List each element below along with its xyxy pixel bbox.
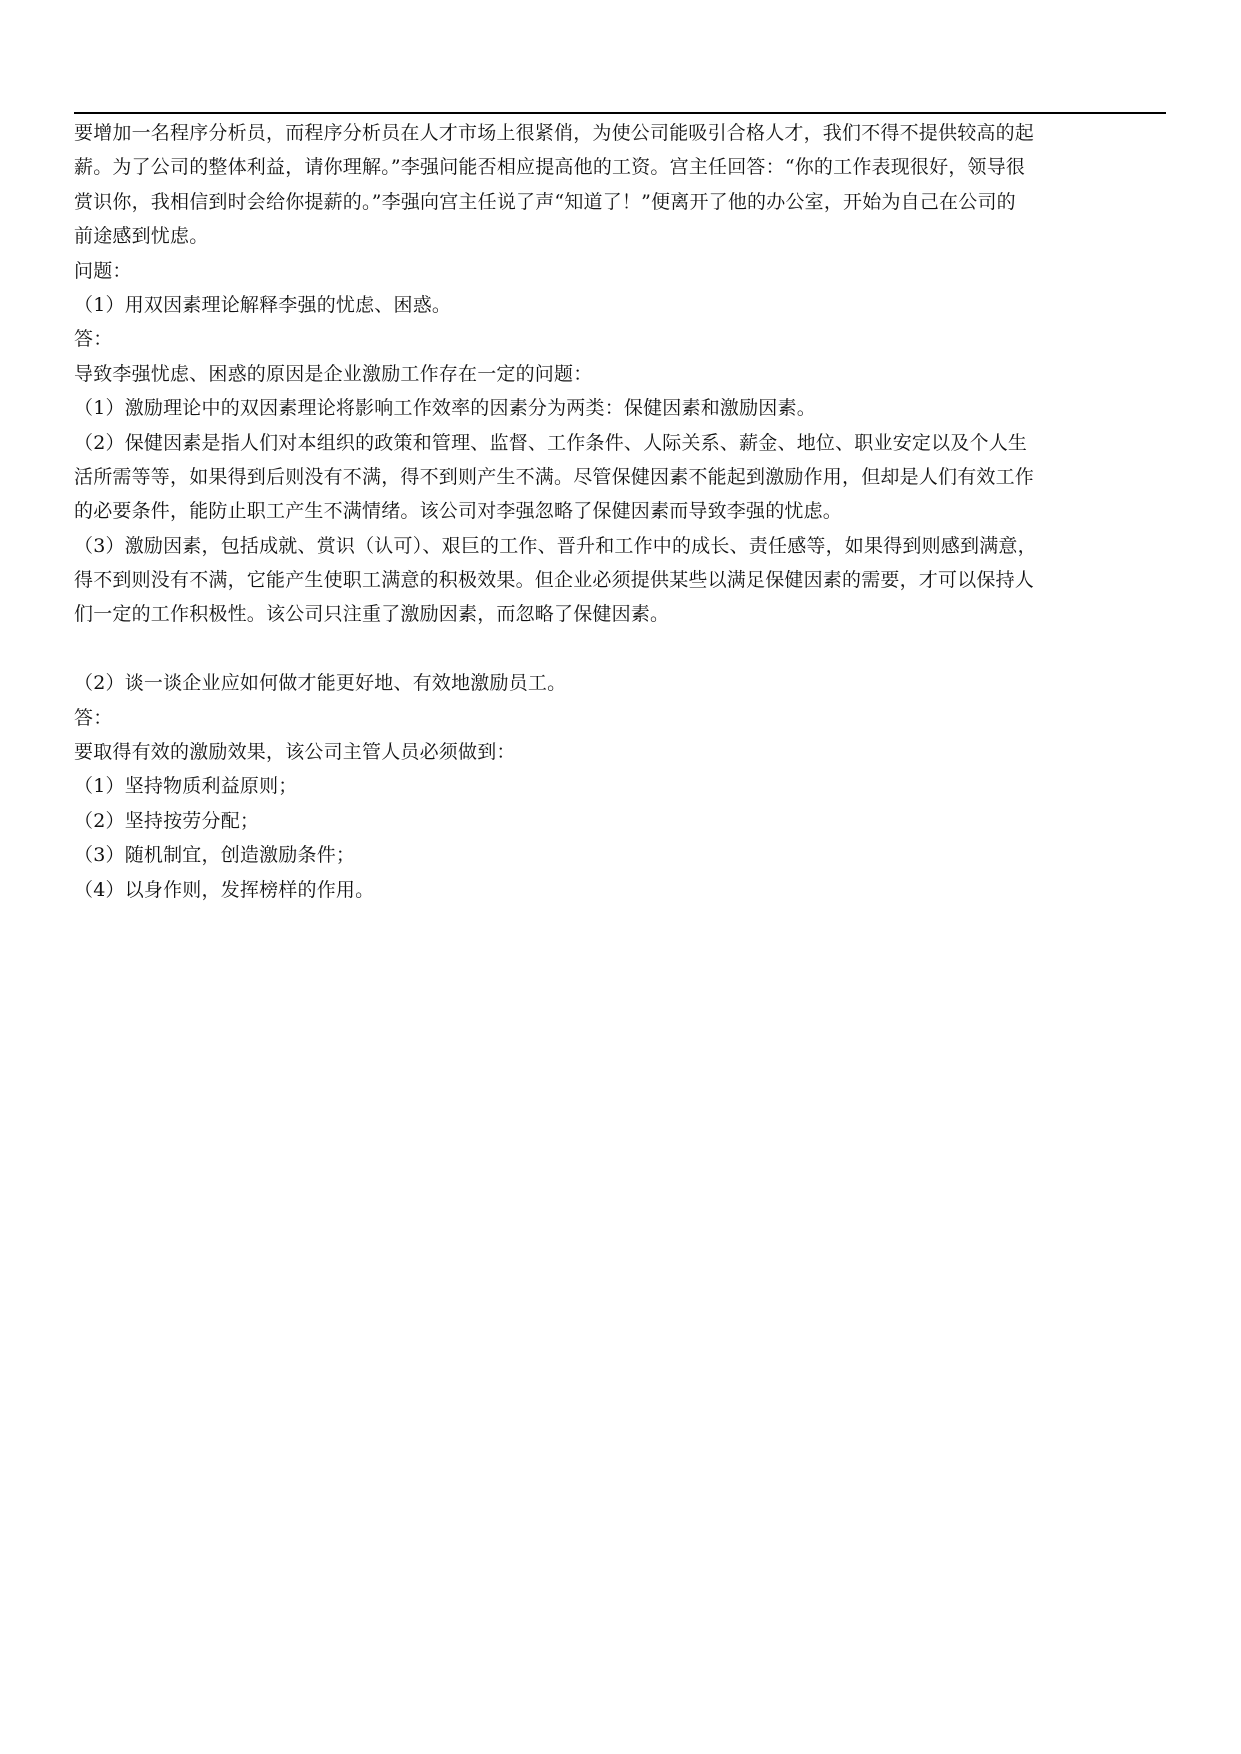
questions-heading: 问题：: [74, 259, 132, 282]
answer-2-line: 要取得有效的激励效果，该公司主管人员必须做到：: [74, 741, 516, 764]
answer-1-line: 导致李强忧虑、困惑的原因是企业激励工作存在一定的问题：: [74, 362, 593, 385]
question-2-answer-label: 答：: [74, 706, 113, 729]
question-1-prompt: （1）用双因素理论解释李强的忧虑、困惑。: [74, 293, 452, 316]
header-divider: [74, 112, 1166, 114]
paragraph-spacer: [74, 632, 1174, 666]
case-story-line: 要增加一名程序分析员，而程序分析员在人才市场上很紧俏，为使公司能吸引合格人才，我们不得不提供较高的起: [74, 122, 1035, 144]
question-1-answer-label: 答：: [74, 328, 113, 351]
answer-2-line: （1）坚持物质利益原则；: [74, 775, 298, 798]
answer-2-line: （4）以身作则，发挥榜样的作用。: [74, 878, 375, 901]
document-body: [74, 116, 1174, 907]
case-story-line: 薪。为了公司的整体利益，请你理解。”李强问能否相应提高他的工资。宫主任回答：“你的工作表现很好，领导很: [74, 156, 1026, 179]
case-story-line: 前途感到忧虑。: [74, 225, 209, 248]
answer-1-line: 活所需等等，如果得到后则没有不满，得不到则产生不满。尽管保健因素不能起到激励作用，但却是人们有效工作: [74, 465, 1035, 488]
answer-2-line: （2）坚持按劳分配；: [74, 809, 260, 832]
answer-1-line: 们一定的工作积极性。该公司只注重了激励因素，而忽略了保健因素。: [74, 603, 670, 626]
answer-1-line: （3）激励因素，包括成就、赏识（认可）、艰巨的工作、晋升和工作中的成长、责任感等，如果得到则感到满意，: [74, 534, 1037, 557]
answer-1-line: 得不到则没有不满，它能产生使职工满意的积极效果。但企业必须提供某些以满足保健因素的需要，才可以保持人: [74, 569, 1035, 592]
case-story-line: 赏识你，我相信到时会给你提薪的。”李强向宫主任说了声“知道了！”便离开了他的办公室，开始为自己在公司的: [74, 190, 1016, 213]
answer-1-line: （1）激励理论中的双因素理论将影响工作效率的因素分为两类：保健因素和激励因素。: [74, 397, 816, 420]
answer-1-line: （2）保健因素是指人们对本组织的政策和管理、监督、工作条件、人际关系、薪金、地位、职业安定以及个人生: [74, 431, 1028, 454]
question-2-prompt: （2）谈一谈企业应如何做才能更好地、有效地激励员工。: [74, 672, 567, 695]
answer-1-line: 的必要条件，能防止职工产生不满情绪。该公司对李强忽略了保健因素而导致李强的忧虑。: [74, 500, 843, 523]
answer-2-line: （3）随机制宜，创造激励条件；: [74, 844, 356, 867]
